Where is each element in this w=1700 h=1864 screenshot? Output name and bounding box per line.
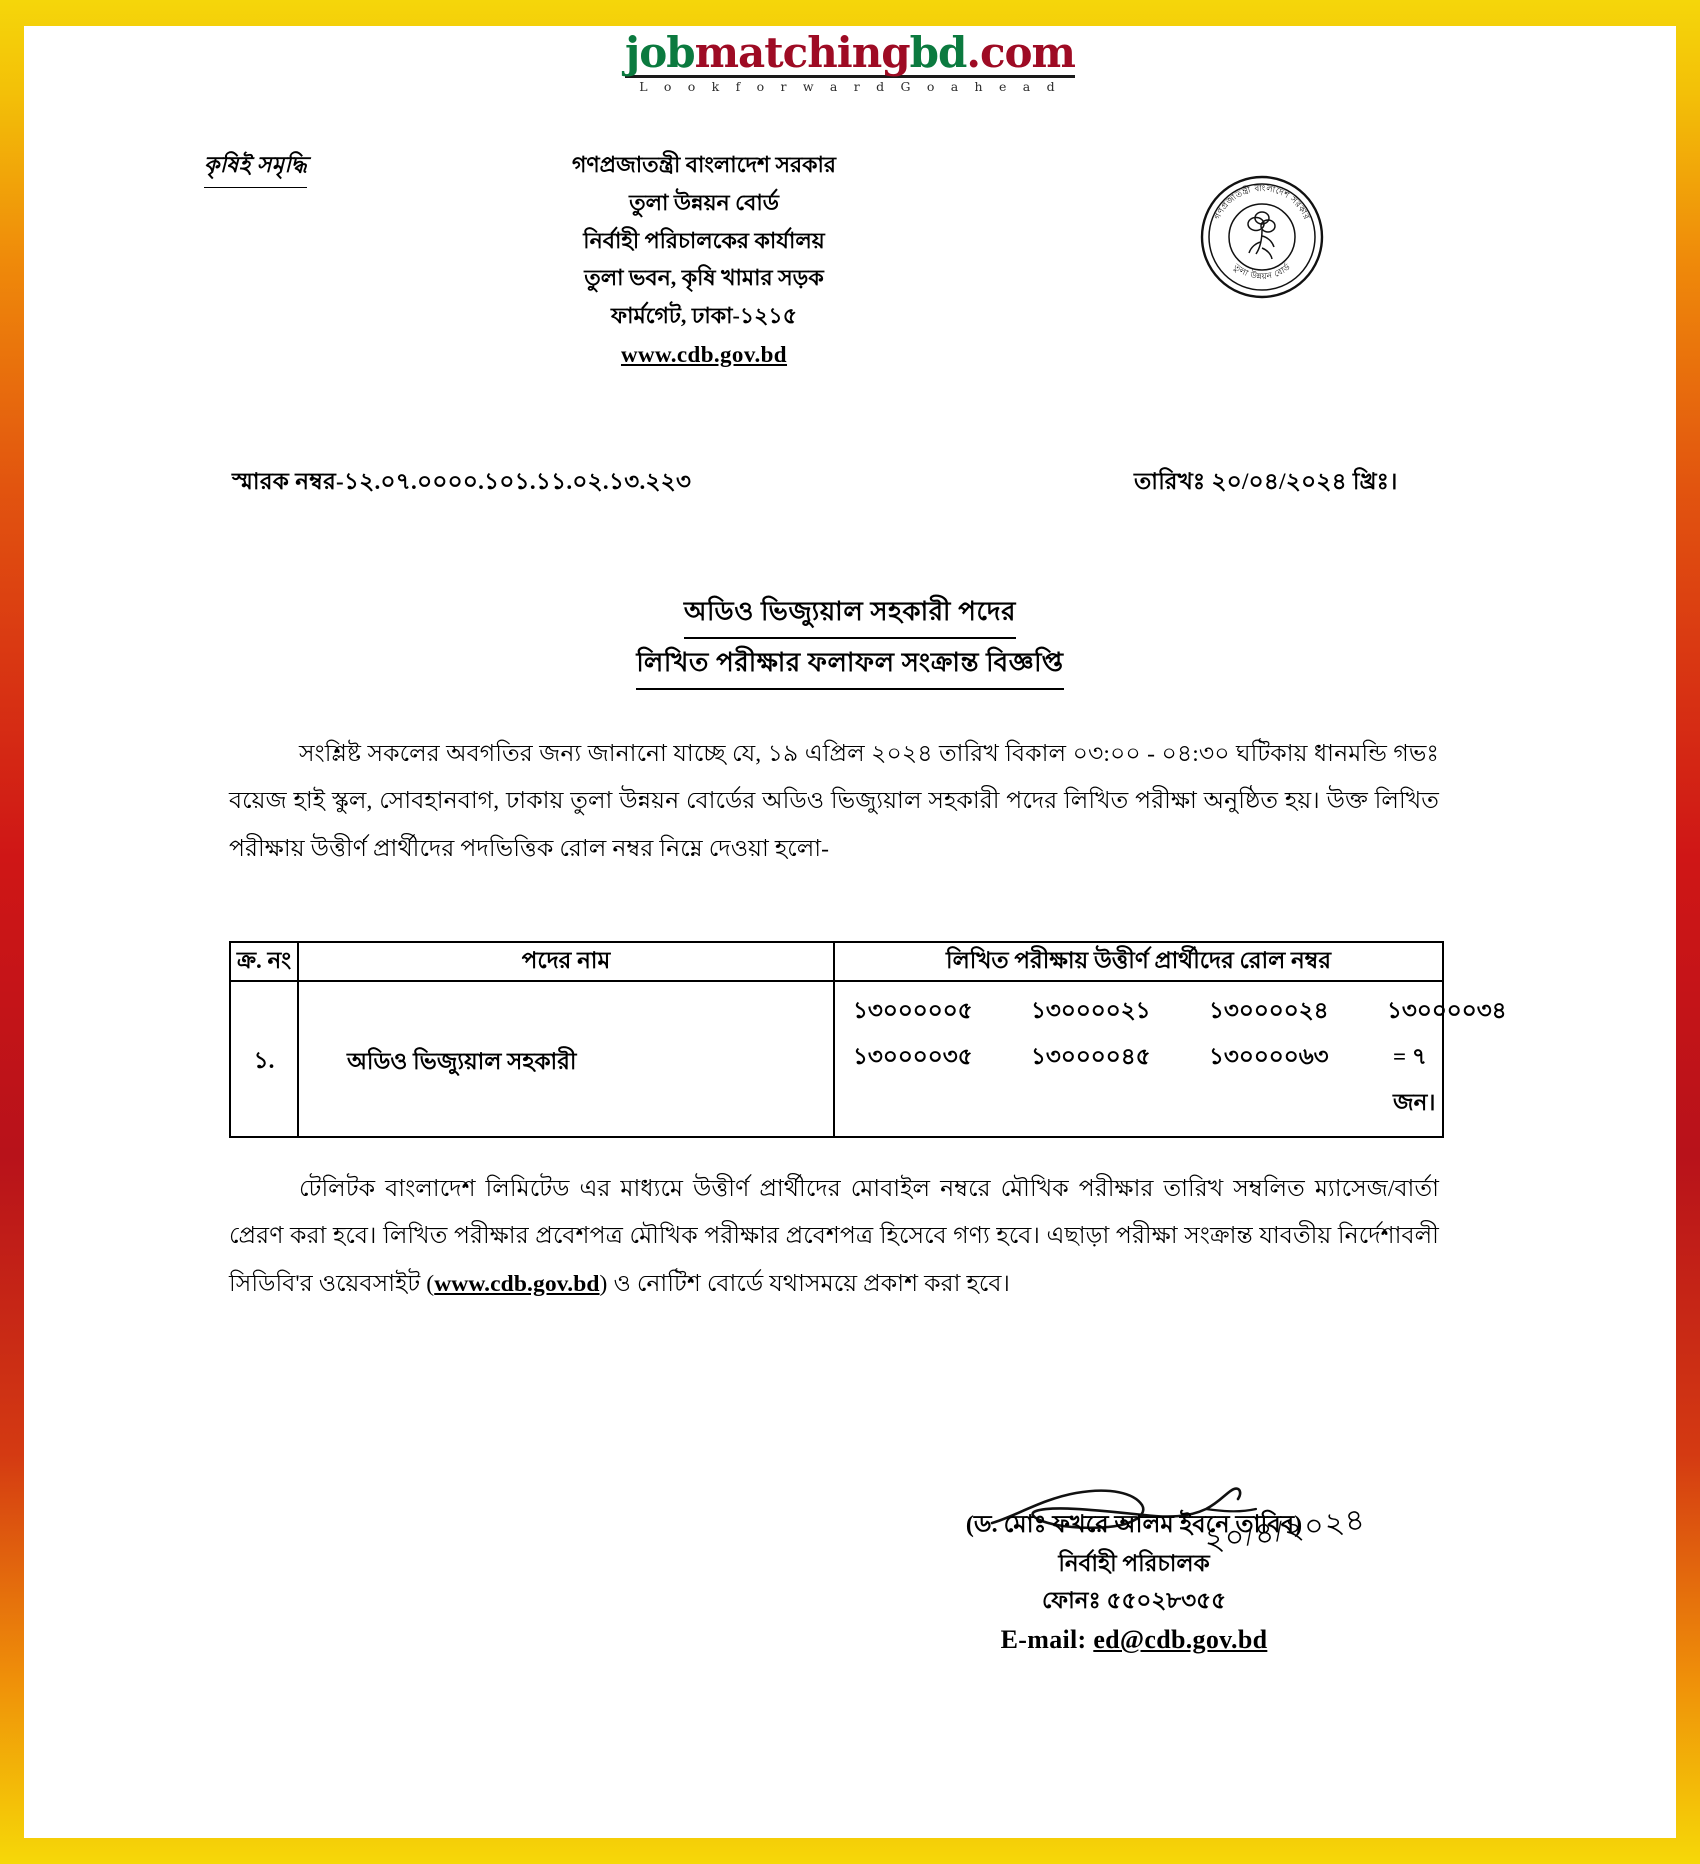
svg-text:তুলা উন্নয়ন বোর্ড: তুলা উন্নয়ন বোর্ড [1231,262,1293,283]
government-header [404,146,1004,375]
roll-numbers-line-2 [853,1034,1436,1126]
notice-document [24,26,1676,1838]
title-line-1: অডিও ভিজ্যুয়াল সহকারী পদের [684,588,1016,639]
memo-number: স্মারক নম্বর-১২.০৭.০০০০.১০১.১১.০২.১৩.২২৩ [232,469,692,494]
logo-part-job: job [625,28,695,77]
paragraph-two-text-part2: ) ও নোটিশ বোর্ডে যথাসময়ে প্রকাশ করা হবে। [599,1270,1011,1297]
signatory-name: (ড. মোঃ ফখরে আলম ইবনে তাবিব) [965,1512,1303,1538]
paragraph-two-text-part1: টেলিটক বাংলাদেশ লিমিটেড এর মাধ্যমে উত্তীর্ণ প্রার্থীদের মোবাইল নম্বরে মৌখিক পরীক্ষার তারিখ সম্বলিত ম্যাসেজ/বার্তা প্রেরণ করা হবে। লিখিত পরীক্ষার প্রবেশপত্র মৌখিক পরীক্ষার প্রবেশপত্র হিসেবে গণ্য হবে। এছাড়া পরীক্ষা সংক্রান্ত যাবতীয় নির্দেশাবলী সিডিবি'র ওয়েবসাইট ( [229,1176,1439,1297]
table-header-row [230,942,1443,981]
title-row-2 [24,639,1676,690]
roll-number: ১৩০০০০২১ [1031,997,1151,1023]
document-page [24,26,1676,1838]
signatory-email-row [844,1619,1424,1661]
roll-total-count: = ৭ জন। [1393,1043,1436,1115]
col-header-post-name: পদের নাম [298,942,834,981]
roll-number: ১৩০০০০৩৫ [853,1043,973,1069]
logo-part-bd: bd [909,28,967,77]
email-label: E-mail: [1000,1625,1094,1655]
site-logo-tagline: L o o k f o r w a r d G o a h e a d [639,79,1061,94]
roll-number: ১৩০০০০২৪ [1209,997,1329,1023]
result-table [229,941,1507,1138]
roll-number: ১৩০০০০০৫ [853,997,973,1023]
svg-text:গণপ্রজাতন্ত্রী বাংলাদেশ সরকার: গণপ্রজাতন্ত্রী বাংলাদেশ সরকার [1212,183,1312,222]
header-line-1: গণপ্রজাতন্ত্রী বাংলাদেশ সরকার [571,152,837,177]
memo-date: তারিখঃ ২০/০৪/২০২৪ খ্রিঃ। [1134,469,1398,494]
roll-numbers-line-1 [853,988,1507,1034]
header-line-4: তুলা ভবন, কৃষি খামার সড়ক [584,265,824,291]
handwritten-date: ২০/৪/২০২৪ [1202,1502,1368,1559]
email-address[interactable]: ed@cdb.gov.bd [1093,1625,1268,1655]
result-table-body [230,981,1507,1137]
col-header-sl: ক্র. নং [230,942,298,981]
title-row-1 [24,588,1676,639]
signatory-phone: ফোনঃ ৫৫০২৮৩৫৫ [1041,1588,1227,1614]
col-header-roll-numbers: লিখিত পরীক্ষায় উত্তীর্ণ প্রার্থীদের রোল নম্বর [834,942,1443,981]
header-website: www.cdb.gov.bd [620,342,788,368]
paragraph-one [229,731,1439,873]
cdb-website-link[interactable]: www.cdb.gov.bd [434,1270,600,1297]
result-table-wrapper [229,941,1507,1138]
motto-text: কৃষিই সমৃদ্ধি [204,148,307,188]
roll-number: ১৩০০০০৩৪ [1387,997,1507,1023]
result-table-head [230,942,1443,981]
cell-sl: ১. [230,981,298,1137]
government-seal [1199,174,1325,300]
roll-number: ১৩০০০০৬৩ [1209,1043,1329,1069]
notice-title [24,588,1676,690]
header-line-3: নির্বাহী পরিচালকের কার্যালয় [583,227,825,253]
signatory-designation: নির্বাহী পরিচালক [1058,1550,1210,1576]
header-line-5: ফার্মগেট, ঢাকা-১২১৫ [611,303,797,329]
header-line-2: তুলা উন্নয়ন বোর্ড [629,189,779,215]
cell-roll-numbers [834,981,1507,1137]
roll-number: ১৩০০০০৪৫ [1031,1043,1151,1069]
table-row [230,981,1443,1137]
cell-post-name: অডিও ভিজ্যুয়াল সহকারী [298,981,834,1137]
signature-block [844,1506,1424,1661]
paragraph-two [229,1166,1439,1308]
logo-part-matching: matching [694,28,910,77]
paragraph-one-text: সংশ্লিষ্ট সকলের অবগতির জন্য জানানো যাচ্ছে যে, ১৯ এপ্রিল ২০২৪ তারিখ বিকাল ০৩:০০ - ০৪:৩০ ঘটিকায় ধানমন্ডি গভঃ বয়েজ হাই স্কুল, সোবহানবাগ, ঢাকায় তুলা উন্নয়ন বোর্ডের অডিও ভিজ্যুয়াল সহকারী পদের লিখিত পরীক্ষা অনুষ্ঠিত হয়। উক্ত লিখিত পরীক্ষায় উত্তীর্ণ প্রার্থীদের পদভিত্তিক রোল নম্বর নিম্নে দেওয়া হলো- [229,741,1439,862]
logo-part-dotcom: .com [966,28,1075,77]
title-line-2: লিখিত পরীক্ষার ফলাফল সংক্রান্ত বিজ্ঞপ্তি [636,639,1063,690]
